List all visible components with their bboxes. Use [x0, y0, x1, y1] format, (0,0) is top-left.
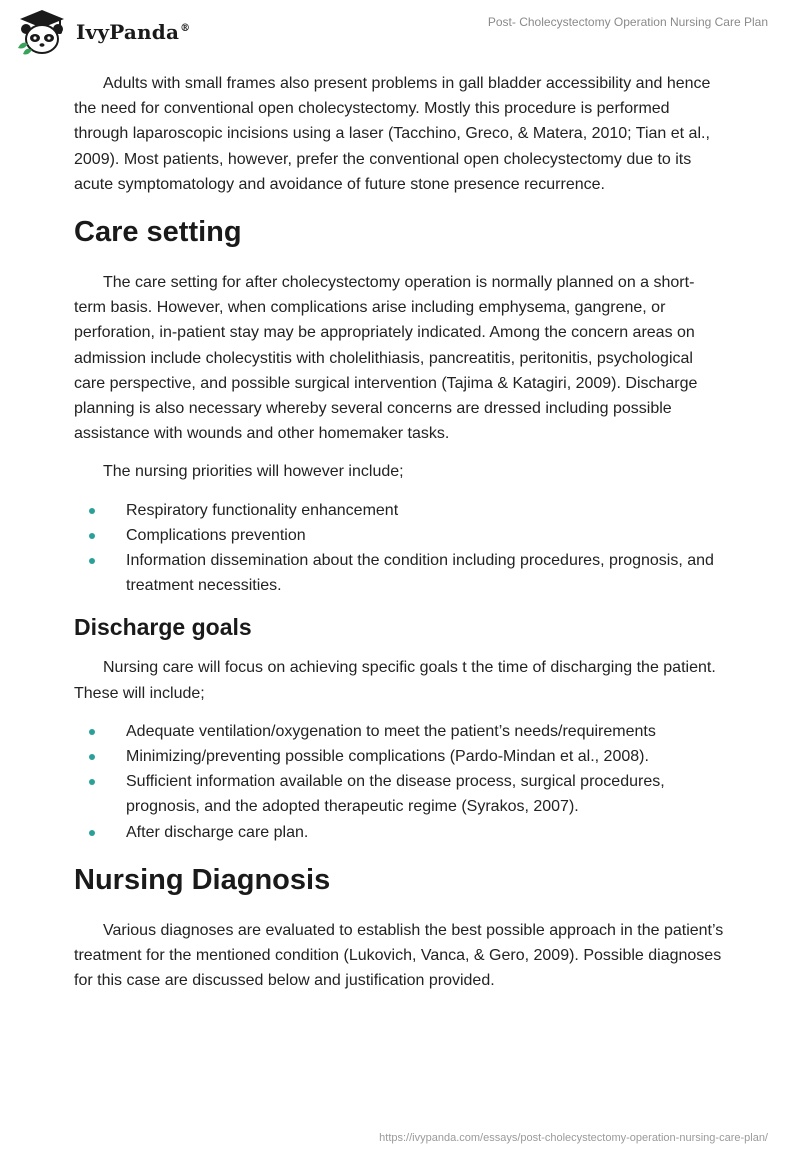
list-item: Information dissemination about the condition including procedures, prognosis, and treatment necessities.	[74, 548, 724, 598]
discharge-goals-heading: Discharge goals	[74, 614, 252, 641]
list-item: Adequate ventilation/oxygenation to meet the patient’s needs/requirements	[74, 719, 724, 744]
brand-name: IvyPanda®	[76, 20, 191, 44]
list-item: Complications prevention	[74, 523, 724, 548]
list-item: After discharge care plan.	[74, 820, 724, 845]
care-setting-paragraph: The care setting for after cholecystectomy operation is normally planned on a short-term basis. However, when complications arise including emphysema, gangrene, or perforation, in-patient stay may be appropriately indicated. Among the concern areas on admission include cholecystitis with cholelithiasis, pancreatitis, peritonitis, psychological care perspective, and possible surgical intervention (Tajima & Katagiri, 2009). Discharge planning is also necessary whereby several concerns are dressed including possible assistance with wounds and other homemaker tasks.	[74, 274, 698, 443]
goals-list	[74, 719, 724, 845]
priorities-list	[74, 498, 724, 599]
intro-paragraph: Adults with small frames also present problems in gall bladder accessibility and hence the need for conventional open cholecystectomy. Mostly this procedure is performed through laparoscopic incisions using a laser (Tacchino, Greco, & Matera, 2010; Tian et al., 2009). Most patients, however, prefer the conventional open cholecystectomy due to its acute symptomatology and avoidance of future stone presence recurrence.	[74, 75, 711, 193]
list-item: Respiratory functionality enhancement	[74, 498, 724, 523]
discharge-goals-paragraph: Nursing care will focus on achieving specific goals t the time of discharging the patient. These will include;	[74, 659, 716, 702]
source-url[interactable]: https://ivypanda.com/essays/post-cholecystectomy-operation-nursing-care-plan/	[379, 1132, 768, 1144]
list-item: Minimizing/preventing possible complications (Pardo-Mindan et al., 2008).	[74, 744, 724, 769]
care-setting-heading: Care setting	[74, 216, 242, 249]
nursing-diagnosis-paragraph: Various diagnoses are evaluated to establish the best possible approach in the patient’s treatment for the mentioned condition (Lukovich, Vanca, & Gero, 2009). Possible diagnoses for this case are discussed below and justification provided.	[74, 921, 724, 990]
panda-graduation-cap-icon	[14, 8, 70, 56]
priorities-intro: The nursing priorities will however include;	[103, 463, 404, 481]
brand-logo[interactable]	[14, 8, 190, 56]
document-title: Post- Cholecystectomy Operation Nursing Care Plan	[487, 15, 768, 29]
page-header	[0, 0, 800, 66]
nursing-diagnosis-heading: Nursing Diagnosis	[74, 863, 331, 896]
list-item: Sufficient information available on the disease process, surgical procedures, prognosis, and the adopted therapeutic regime (Syrakos, 2007).	[74, 769, 724, 819]
essay-content	[74, 71, 724, 1006]
